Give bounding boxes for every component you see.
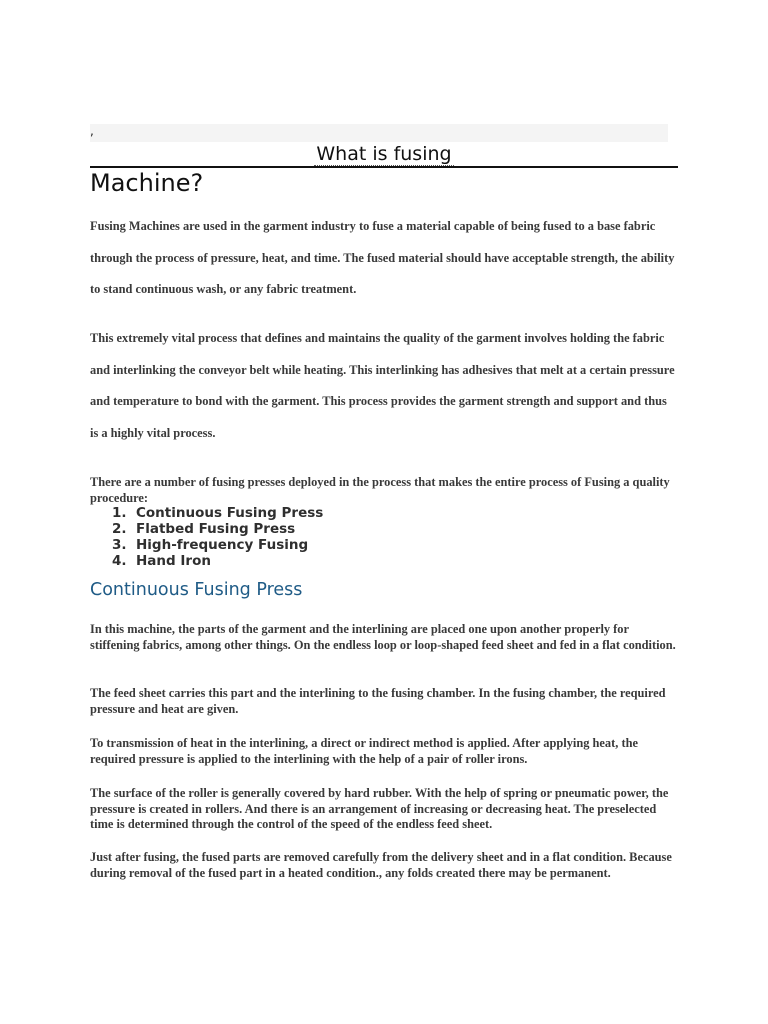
list-item-number: 2. [112, 521, 127, 537]
list-item-number: 3. [112, 537, 127, 553]
list-item-label: Continuous Fusing Press [136, 505, 324, 521]
fusing-press-list [112, 505, 323, 569]
section-paragraph: The surface of the roller is generally covered by hard rubber. With the help of spring or pneumatic power, the pressure is created in rollers. And there is an arrangement of increasing or decreasing heat. The preselected time is determined through the control of the speed of the endless feed sheet. [90, 786, 669, 832]
list-item [112, 521, 323, 537]
list-item [112, 537, 323, 553]
section-paragraph: The feed sheet carries this part and the interlining to the fusing chamber. In the fusing chamber, the required pressure and heat are given. [90, 686, 666, 716]
list-item [112, 505, 323, 521]
page-title-line1 [90, 142, 678, 166]
stray-mark: , [90, 124, 94, 138]
section-paragraph: In this machine, the parts of the garment and the interlining are placed one upon another properly for stiffening fabrics, among other things. On the endless loop or loop-shaped feed sheet and fed in a flat condition. [90, 622, 676, 652]
section-paragraph: To transmission of heat in the interlining, a direct or indirect method is applied. After applying heat, the required pressure is applied to the interlining with the help of a pair of roller irons. [90, 736, 638, 766]
presses-intro-paragraph: There are a number of fusing presses deployed in the process that makes the entire process of Fusing a quality procedure: [90, 475, 670, 505]
stray-comma-band [90, 124, 668, 142]
section-paragraph: Just after fusing, the fused parts are removed carefully from the delivery sheet and in a flat condition. Because during removal of the fused part in a heated condition., any folds created there may be permanent. [90, 850, 672, 880]
list-item-label: Flatbed Fusing Press [136, 521, 296, 537]
list-item-number: 4. [112, 553, 127, 569]
title-text: What is fusing [316, 143, 452, 165]
list-item-number: 1. [112, 505, 127, 521]
page-title-line2: Machine? [90, 169, 204, 197]
list-item [112, 553, 323, 569]
section-heading-continuous-fusing-press: Continuous Fusing Press [90, 580, 303, 600]
vital-process-paragraph: This extremely vital process that defines and maintains the quality of the garment involves holding the fabric and interlinking the conveyor belt while heating. This interlinking has adhesives that melt at a certain pressure and temperature to bond with the garment. This process provides the garment strength and support and thus is a highly vital process. [90, 331, 675, 440]
list-item-label: High-frequency Fusing [136, 537, 309, 553]
intro-paragraph: Fusing Machines are used in the garment industry to fuse a material capable of being fused to a base fabric through the process of pressure, heat, and time. The fused material should have acceptable strength, the ability to stand continuous wash, or any fabric treatment. [90, 219, 675, 296]
list-item-label: Hand Iron [136, 553, 211, 569]
